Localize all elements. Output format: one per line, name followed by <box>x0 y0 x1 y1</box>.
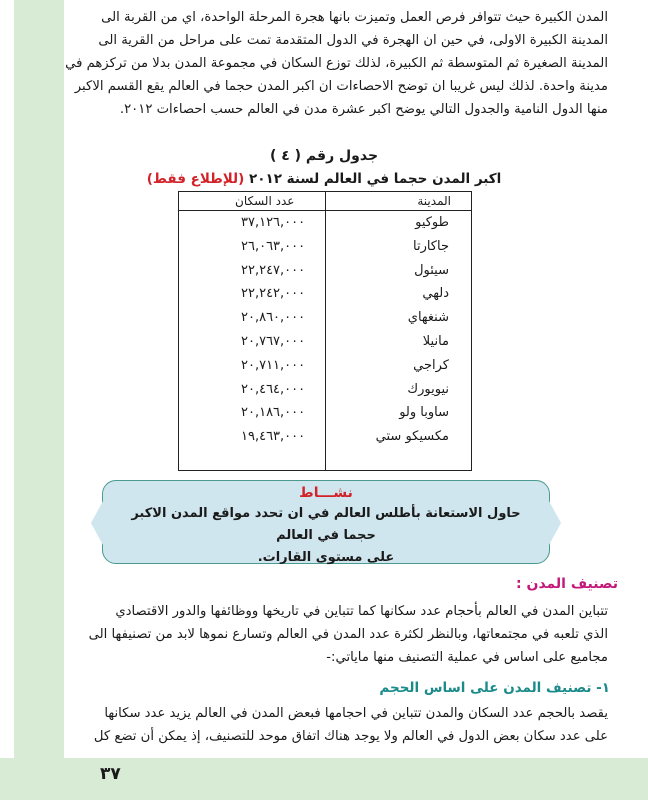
intro-line: مدينة واحدة. لذلك ليس غريبا ان توضح الاحصاءات ان اكبر المدن حجما في العالم يقع القسم الاكبر <box>74 79 608 94</box>
table-header <box>179 192 471 211</box>
activity-line: حاول الاستعانة بأطلس العالم في ان تحدد مواقع المدن الاكبر حجما في العالم <box>131 506 521 543</box>
intro-line: منها الدول النامية والجدول التالي يوضح اكبر عشرة مدن في العالم حسب احصاءات ٢٠١٢. <box>119 102 608 117</box>
population-cell: ٢٠,٨٦٠,٠٠٠ <box>241 310 306 326</box>
section-line: مجاميع على اساس في عملية التصنيف منها ماياتي:- <box>326 650 608 665</box>
page-number: ٣٧ <box>100 764 121 784</box>
population-cell: ٢٠,٧١١,٠٠٠ <box>241 357 306 373</box>
subsection-title: ١- تصنيف المدن على اساس الحجم <box>379 680 610 696</box>
table-row <box>179 211 471 235</box>
city-cell: مكسيكو ستي <box>375 429 449 445</box>
city-cell: كراجي <box>413 357 449 373</box>
table-row <box>179 235 471 259</box>
population-cell: ٢٠,١٨٦,٠٠٠ <box>241 405 306 421</box>
table-row <box>179 354 471 378</box>
section-paragraph <box>53 600 608 669</box>
intro-line: المدينة الكبيرة الاولى، في حين ان الهجرة في الدول المتقدمة تمت على مراحل من القرية الى <box>98 33 608 48</box>
table-body <box>179 211 471 449</box>
table-row <box>179 306 471 330</box>
table-row <box>179 425 471 449</box>
city-cell: شنغهاي <box>407 310 449 326</box>
population-cell: ٢٢,٢٤٧,٠٠٠ <box>241 262 306 278</box>
population-cell: ٢٠,٤٦٤,٠٠٠ <box>241 381 306 397</box>
population-cell: ١٩,٤٦٣,٠٠٠ <box>241 429 306 445</box>
table-row <box>179 282 471 306</box>
population-cell: ٢٠,٧٦٧,٠٠٠ <box>241 333 306 349</box>
population-cell: ٢٦,٠٦٣,٠٠٠ <box>241 238 306 254</box>
footer-band <box>0 758 648 800</box>
subsection-line: على عدد سكان بعض الدول في العالم ولا يوجد هناك اتفاق موحد للتصنيف، إذ يمكن أن تضع كل <box>93 729 608 744</box>
city-cell: دلهي <box>422 286 449 302</box>
activity-title: نشـــاط <box>299 485 353 501</box>
city-cell: نيويورك <box>407 381 449 397</box>
city-cell: سيئول <box>414 262 449 278</box>
table-row <box>179 378 471 402</box>
city-cell: ساوبا ولو <box>399 405 449 421</box>
activity-box <box>102 480 550 564</box>
cities-table <box>178 191 472 471</box>
header-city: المدينة <box>417 194 451 208</box>
subsection-line: يقصد بالحجم عدد السكان والمدن تتباين في احجامها فبعض المدن في العالم يزيد عدد سكانها <box>104 706 608 721</box>
table-note: (للإطلاع فقط) <box>146 171 245 187</box>
header-population: عدد السكان <box>235 194 295 208</box>
intro-paragraph <box>53 6 608 121</box>
table-row <box>179 330 471 354</box>
city-cell: طوكيو <box>415 215 449 230</box>
table-number: جدول رقم ( ٤ ) <box>269 148 379 164</box>
table-row <box>179 259 471 283</box>
section-title: تصنيف المدن : <box>516 576 618 592</box>
intro-line: المدينة الصغيرة ثم المتوسطة ثم الكبيرة، لذلك توزع السكان في مجموعة المدن بدلا من تركزهم في <box>65 56 608 71</box>
city-cell: جاكارتا <box>412 238 449 254</box>
city-cell: مانيلا <box>422 333 449 349</box>
table-caption <box>0 171 648 187</box>
activity-line: على مستوى القارات. <box>257 550 395 565</box>
intro-line: المدن الكبيرة حيث تتوافر فرص العمل وتميزت بانها هجرة المرحلة الواحدة، اي من القربة الى <box>101 10 608 25</box>
activity-body <box>103 503 549 569</box>
population-cell: ٣٧,١٢٦,٠٠٠ <box>241 215 306 230</box>
subsection-paragraph <box>53 702 608 748</box>
table-row <box>179 401 471 425</box>
section-line: تتباين المدن في العالم بأحجام عدد سكانها كما تتباين في تاريخها ووظائفها والدور الاقتصادي <box>115 604 608 619</box>
section-line: الذي تلعبه في مجتمعاتها، وبالنظر لكثرة عدد المدن في العالم وتسارع نموها لابد من تصنيفها الى <box>88 627 608 642</box>
table-caption-text: اكبر المدن حجما في العالم لسنة ٢٠١٢ <box>249 171 502 187</box>
population-cell: ٢٢,٢٤٢,٠٠٠ <box>241 286 306 302</box>
